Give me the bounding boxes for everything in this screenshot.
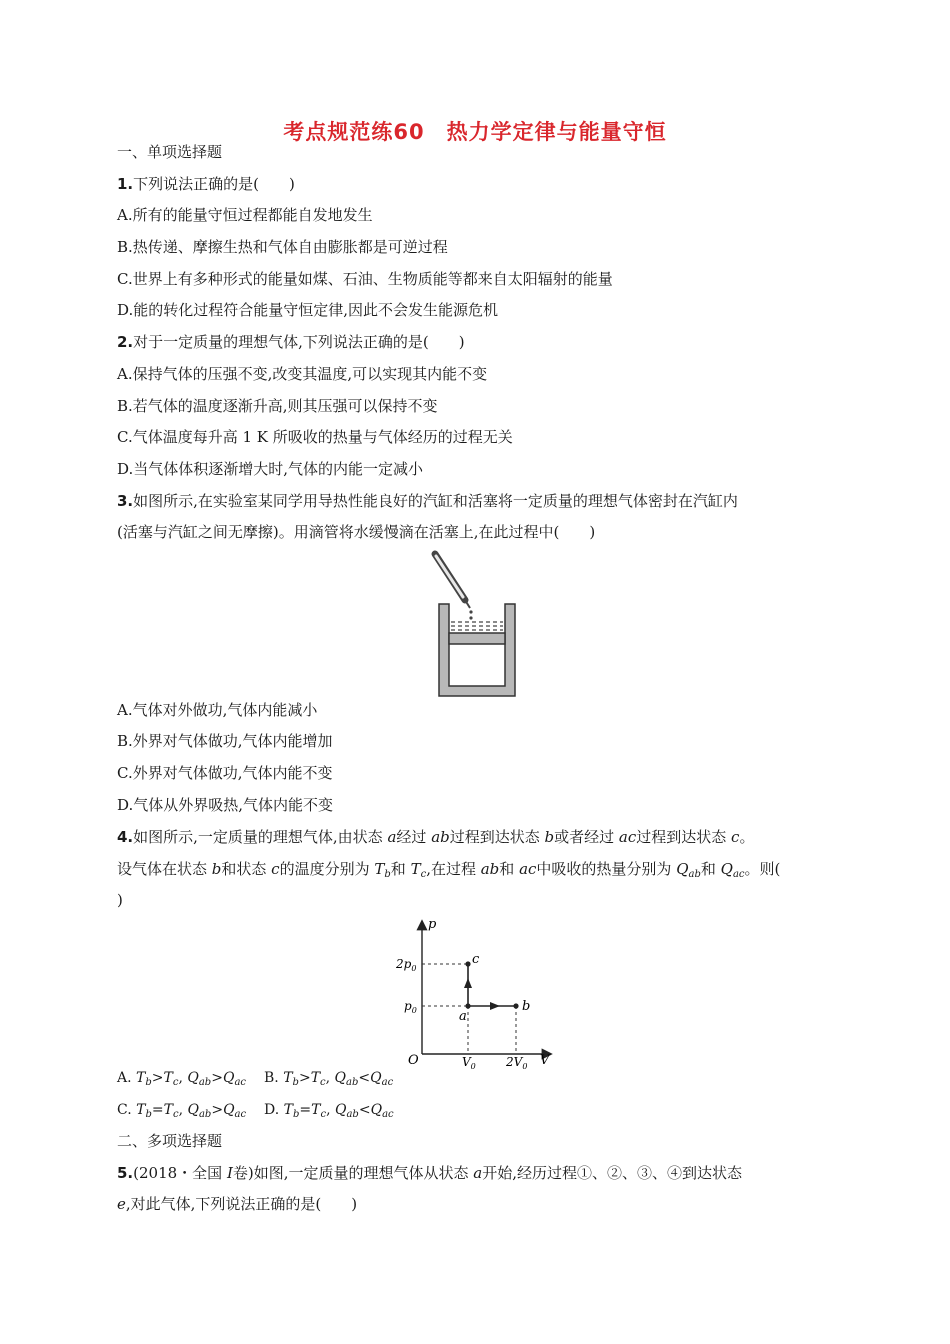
question-number: 3. (117, 492, 134, 510)
section-heading-multiple-choice: 二、多项选择题 (117, 1132, 223, 1150)
question-2-option-b: B.若气体的温度逐渐升高,则其压强可以保持不变 (117, 397, 438, 415)
tick-2v0: $2V_0$ (506, 1055, 528, 1071)
question-4-option-a: A. $T_b>T_c$, $Q_{ab}>Q_{ac}$ (117, 1070, 246, 1088)
question-3-option-b: B.外界对气体做功,气体内能增加 (117, 732, 333, 750)
question-4-stem-line-3: ) (117, 891, 123, 909)
question-4-options-row-2 (117, 1100, 394, 1125)
pv-graph (392, 914, 562, 1071)
point-a (465, 1003, 470, 1008)
label-c: c (472, 952, 480, 967)
guide-lines (422, 964, 516, 1054)
origin-label: O (408, 1053, 419, 1068)
tick-v0: $V_0$ (462, 1055, 476, 1071)
question-2-option-d: D.当气体体积逐渐增大时,气体的内能一定减小 (117, 460, 424, 478)
question-1-option-a: A.所有的能量守恒过程都能自发地发生 (117, 206, 373, 224)
section-heading-single-choice: 一、单项选择题 (117, 143, 223, 161)
arrow-ac-icon (464, 978, 472, 988)
label-b: b (522, 999, 531, 1014)
question-number: 4. (117, 828, 134, 846)
cylinder-dropper-figure (425, 548, 525, 700)
label-a: a (459, 1009, 467, 1024)
piston (449, 633, 505, 644)
arrow-ab-icon (490, 1002, 500, 1010)
cylinder-wall (439, 604, 515, 696)
question-1-option-d: D.能的转化过程符合能量守恒定律,因此不会发生能源危机 (117, 301, 499, 319)
v-axis-label: V (540, 1053, 550, 1068)
point-c (465, 961, 470, 966)
tick-2p0: $2p_0$ (396, 957, 417, 973)
question-number: 1. (117, 175, 134, 193)
question-3-option-c: C.外界对气体做功,气体内能不变 (117, 764, 333, 782)
question-4-option-b: B. $T_b>T_c$, $Q_{ab}<Q_{ac}$ (264, 1070, 394, 1088)
point-b (513, 1003, 518, 1008)
question-2-stem: 2.对于一定质量的理想气体,下列说法正确的是( ) (117, 333, 465, 351)
question-3-stem-line-1: 3.如图所示,在实验室某同学用导热性能良好的汽缸和活塞将一定质量的理想气体密封在汽缸内 (117, 492, 738, 510)
question-5-stem-line-1: 5.(2018・全国 Ⅰ卷)如图,一定质量的理想气体从状态 a开始,经历过程①、②、③、④到达状态 (117, 1164, 742, 1182)
question-4-options-row-1 (117, 1068, 394, 1093)
p-axis-label: p (428, 917, 437, 932)
question-number: 2. (117, 333, 134, 351)
question-4-stem-line-2: 设气体在状态 b和状态 c的温度分别为 $T_b$和 $T_c$,在过程 ab和 ac中吸收的热量分别为 $Q_{ab}$和 $Q_{ac}$。则( (117, 860, 781, 880)
question-4-option-d: D. $T_b=T_c$, $Q_{ab}<Q_{ac}$ (264, 1102, 394, 1120)
question-2-option-a: A.保持气体的压强不变,改变其温度,可以实现其内能不变 (117, 365, 488, 383)
question-4-stem-line-1: 4.如图所示,一定质量的理想气体,由状态 a经过 ab过程到达状态 b或者经过 ac过程到达状态 c。 (117, 828, 755, 846)
question-1-option-c: C.世界上有多种形式的能量如煤、石油、生物质能等都来自太阳辐射的能量 (117, 270, 613, 288)
tick-p0: $p_0$ (404, 999, 417, 1015)
question-5-stem-line-2: e,对此气体,下列说法正确的是( ) (117, 1195, 358, 1213)
page-title: 考点规范练60 热力学定律与能量守恒 (283, 120, 667, 144)
question-1-stem: 1.下列说法正确的是( ) (117, 175, 295, 193)
question-3-stem-line-2: (活塞与汽缸之间无摩擦)。用滴管将水缓慢滴在活塞上,在此过程中( ) (117, 523, 596, 541)
question-number: 5. (117, 1164, 134, 1182)
question-3-option-a: A.气体对外做功,气体内能减小 (117, 701, 318, 719)
question-2-option-c: C.气体温度每升高 1 K 所吸收的热量与气体经历的过程无关 (117, 428, 513, 446)
water-layer (451, 622, 503, 630)
question-4-option-c: C. $T_b=T_c$, $Q_{ab}>Q_{ac}$ (117, 1102, 247, 1120)
question-3-option-d: D.气体从外界吸热,气体内能不变 (117, 796, 334, 814)
question-1-option-b: B.热传递、摩擦生热和气体自由膨胀都是可逆过程 (117, 238, 448, 256)
